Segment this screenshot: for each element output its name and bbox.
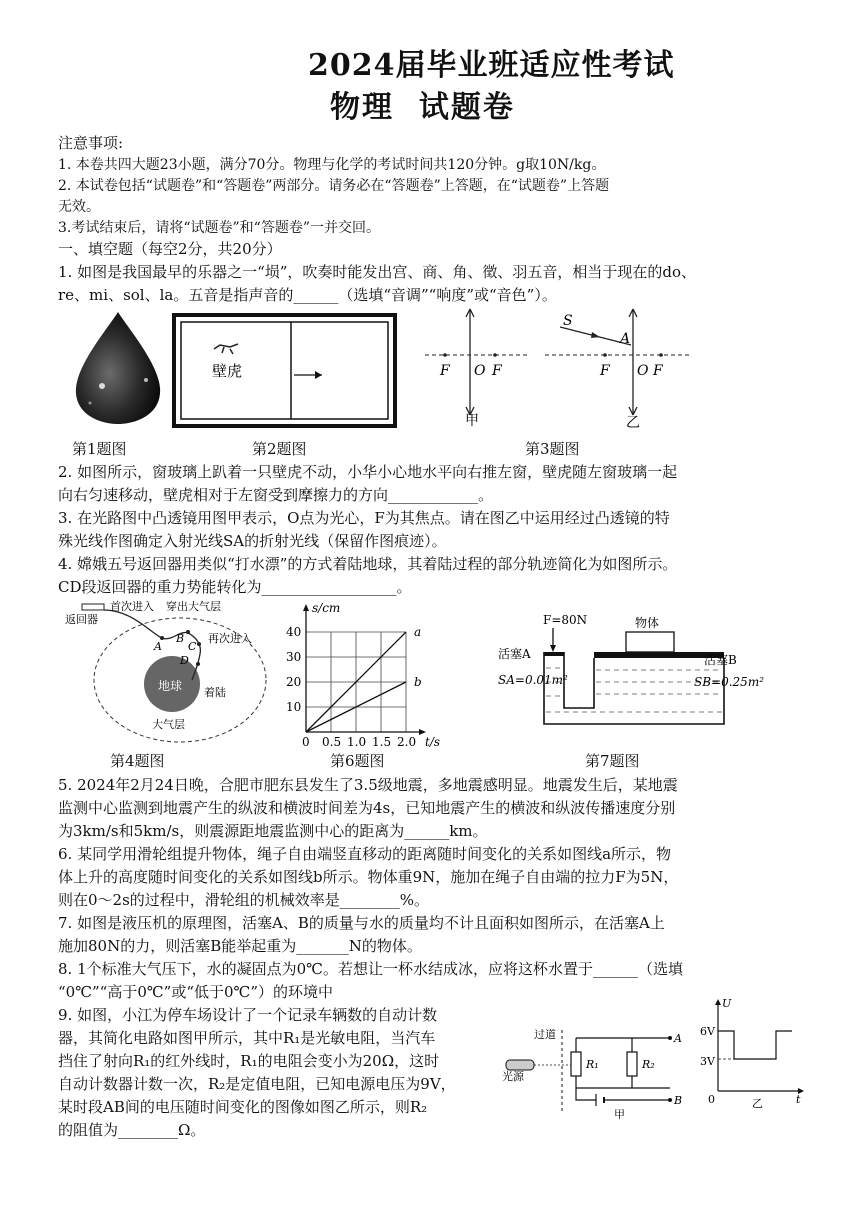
note-1: 1. 本卷共四大题23小题，满分70分。物理与化学的考试时间共120分钟。g取10N/kg。 (58, 157, 606, 173)
svg-text:穿出大气层: 穿出大气层 (166, 600, 221, 613)
q6-line1: 6. 某同学用滑轮组提升物体，绳子自由端竖直移动的距离随时间变化的关系如图线a所示，物 (58, 845, 672, 863)
x-tick-label: 2.0 (397, 735, 417, 749)
y-tick-label: 20 (286, 675, 302, 689)
svg-text:SA=0.01m²: SA=0.01m² (498, 673, 568, 687)
exam-subtitle: 物理 试题卷 (330, 90, 515, 125)
fig2-caption: 第2题图 (252, 440, 307, 458)
svg-text:F=80N: F=80N (543, 613, 588, 627)
svg-text:A: A (154, 640, 162, 653)
svg-text:3V: 3V (700, 1055, 715, 1068)
q5-line1: 5. 2024年2月24日晚，合肥市肥东县发生了3.5级地震，多地震感明显。地震发生后，某地震 (58, 776, 678, 794)
svg-text:再次进入: 再次进入 (208, 632, 252, 645)
notes-heading: 注意事项: (58, 134, 124, 152)
svg-text:返回器: 返回器 (65, 613, 98, 626)
svg-text:O: O (474, 363, 486, 379)
q7-line1: 7. 如图是液压机的原理图，活塞A、B的质量与水的质量均不计且面积如图所示，在活塞A上 (58, 914, 665, 932)
series-label-b: b (414, 675, 422, 689)
fig9-graph (700, 995, 805, 1110)
svg-text:甲: 甲 (614, 1108, 625, 1121)
svg-text:R₂: R₂ (642, 1058, 655, 1071)
fig6-chart (280, 600, 450, 750)
svg-text:SB=0.25m²: SB=0.25m² (694, 675, 765, 689)
q9-line4: 自动计数器计数一次，R₂是定值电阻，已知电源电压为9V， (58, 1075, 456, 1093)
exam-title: 2024届毕业班适应性考试 (308, 48, 675, 83)
svg-text:A: A (620, 331, 631, 347)
x-tick-label: 0 (302, 735, 310, 749)
svg-text:乙: 乙 (752, 1097, 763, 1110)
svg-text:活塞B: 活塞B (704, 653, 737, 667)
fig4-trajectory (62, 598, 272, 748)
svg-text:O: O (637, 363, 649, 379)
note-3: 3.考试结束后，请将“试题卷”和“答题卷”一并交回。 (58, 220, 380, 236)
q9-line3: 挡住了射向R₁的红外线时，R₁的电阻会变小为20Ω，这时 (58, 1052, 440, 1070)
svg-text:B: B (176, 632, 185, 645)
svg-text:U: U (722, 997, 732, 1010)
svg-text:物体: 物体 (635, 616, 660, 630)
fig7-hydraulic (498, 612, 765, 747)
svg-text:过道: 过道 (534, 1028, 556, 1041)
q4-line2: CD段返回器的重力势能转化为__________________。 (58, 578, 412, 596)
svg-text:R₁: R₁ (586, 1058, 599, 1071)
y-tick-label: 10 (286, 700, 302, 714)
svg-text:D: D (180, 654, 189, 667)
q3-line2: 殊光线作图确定入射光线SA的折射光线（保留作图痕迹）。 (58, 532, 447, 550)
svg-text:A: A (674, 1032, 682, 1045)
q8-line1: 8. 1个标准大气压下，水的凝固点为0℃。若想让一杯水结成冰，应将这杯水置于______（选填 (58, 960, 683, 978)
series-label-a: a (414, 625, 422, 639)
fig9-circuit (500, 1018, 700, 1128)
y-tick-label: 40 (286, 625, 302, 639)
x-axis-label: t/s (425, 735, 441, 749)
section-heading: 一、填空题（每空2分，共20分） (58, 240, 282, 258)
svg-text:6V: 6V (700, 1025, 715, 1038)
x-tick-label: 1.5 (372, 735, 392, 749)
fig3-lenses (420, 305, 690, 430)
svg-text:0: 0 (708, 1093, 715, 1106)
q6-line2: 体上升的高度随时间变化的关系如图线b所示。物体重9N，施加在绳子自由端的拉力F为5N， (58, 868, 679, 886)
q4-line1: 4. 嫦娥五号返回器用类似“打水漂”的方式着陆地球，其着陆过程的部分轨迹简化为如图所示。 (58, 555, 678, 573)
q9-line1: 9. 如图，小江为停车场设计了一个记录车辆数的自动计数 (58, 1006, 438, 1024)
x-tick-label: 0.5 (322, 735, 342, 749)
svg-text:F: F (600, 363, 610, 379)
q1-line1: 1. 如图是我国最早的乐器之一“埙”，吹奏时能发出宫、商、角、徵、羽五音，相当于现在的do、 (58, 263, 697, 281)
svg-text:地球: 地球 (158, 679, 183, 693)
svg-text:大气层: 大气层 (152, 718, 185, 731)
fig4-caption: 第4题图 (110, 752, 165, 770)
q9-line5: 某时段AB间的电压随时间变化的图像如图乙所示，则R₂ (58, 1098, 428, 1116)
fig6-caption: 第6题图 (330, 752, 385, 770)
svg-text:t: t (796, 1093, 801, 1106)
q7-line2: 施加80N的力，则活塞B能举起重为_______N的物体。 (58, 937, 422, 955)
svg-text:C: C (188, 640, 197, 653)
q6-line3: 则在0～2s的过程中，滑轮组的机械效率是________%。 (58, 891, 430, 909)
svg-text:F: F (653, 363, 663, 379)
svg-text:首次进入: 首次进入 (110, 600, 154, 613)
note-2a: 2. 本试卷包括“试题卷”和“答题卷”两部分。请务必在“答题卷”上答题，在“试题卷”上答题 (58, 178, 610, 194)
svg-text:着陆: 着陆 (204, 686, 226, 699)
gecko-label: 壁虎 (212, 362, 243, 380)
q1-line2: re、mi、sol、la。五音是指声音的______（选填“音调”“响度”或“音色”）。 (58, 286, 557, 304)
fig2-window (172, 313, 397, 428)
q5-line2: 监测中心监测到地震产生的纵波和横波时间差为4s，已知地震产生的横波和纵波传播速度分别 (58, 799, 676, 817)
svg-text:甲: 甲 (465, 413, 479, 429)
q2-line2: 向右匀速移动，壁虎相对于左窗受到摩擦力的方向____________。 (58, 486, 494, 504)
svg-text:F: F (492, 363, 502, 379)
x-tick-label: 1.0 (347, 735, 367, 749)
svg-text:乙: 乙 (626, 415, 640, 431)
q9-line2: 器，其简化电路如图甲所示，其中R₁是光敏电阻，当汽车 (58, 1029, 436, 1047)
gecko-icon (214, 344, 238, 354)
svg-text:F: F (440, 363, 450, 379)
q9-line6: 的阻值为________Ω。 (58, 1121, 206, 1139)
note-2b: 无效。 (58, 199, 100, 215)
fig1-xun (68, 308, 168, 428)
fig7-caption: 第7题图 (585, 752, 640, 770)
svg-text:S: S (563, 313, 573, 329)
q2-line1: 2. 如图所示，窗玻璃上趴着一只壁虎不动，小华小心地水平向右推左窗，壁虎随左窗玻璃一起 (58, 463, 678, 481)
svg-text:活塞A: 活塞A (498, 647, 531, 661)
y-axis-label: s/cm (312, 601, 341, 615)
q5-line3: 为3km/s和5km/s，则震源距地震监测中心的距离为______km。 (58, 822, 488, 840)
q8-line2: “0℃”“高于0℃”或“低于0℃”）的环境中 (58, 983, 333, 1001)
fig1-caption: 第1题图 (72, 440, 127, 458)
y-tick-label: 30 (286, 650, 302, 664)
svg-text:B: B (674, 1094, 683, 1107)
fig3-caption: 第3题图 (525, 440, 580, 458)
svg-text:光源: 光源 (502, 1070, 524, 1083)
q3-line1: 3. 在光路图中凸透镜用图甲表示，O点为光心，F为其焦点。请在图乙中运用经过凸透镜的特 (58, 509, 670, 527)
